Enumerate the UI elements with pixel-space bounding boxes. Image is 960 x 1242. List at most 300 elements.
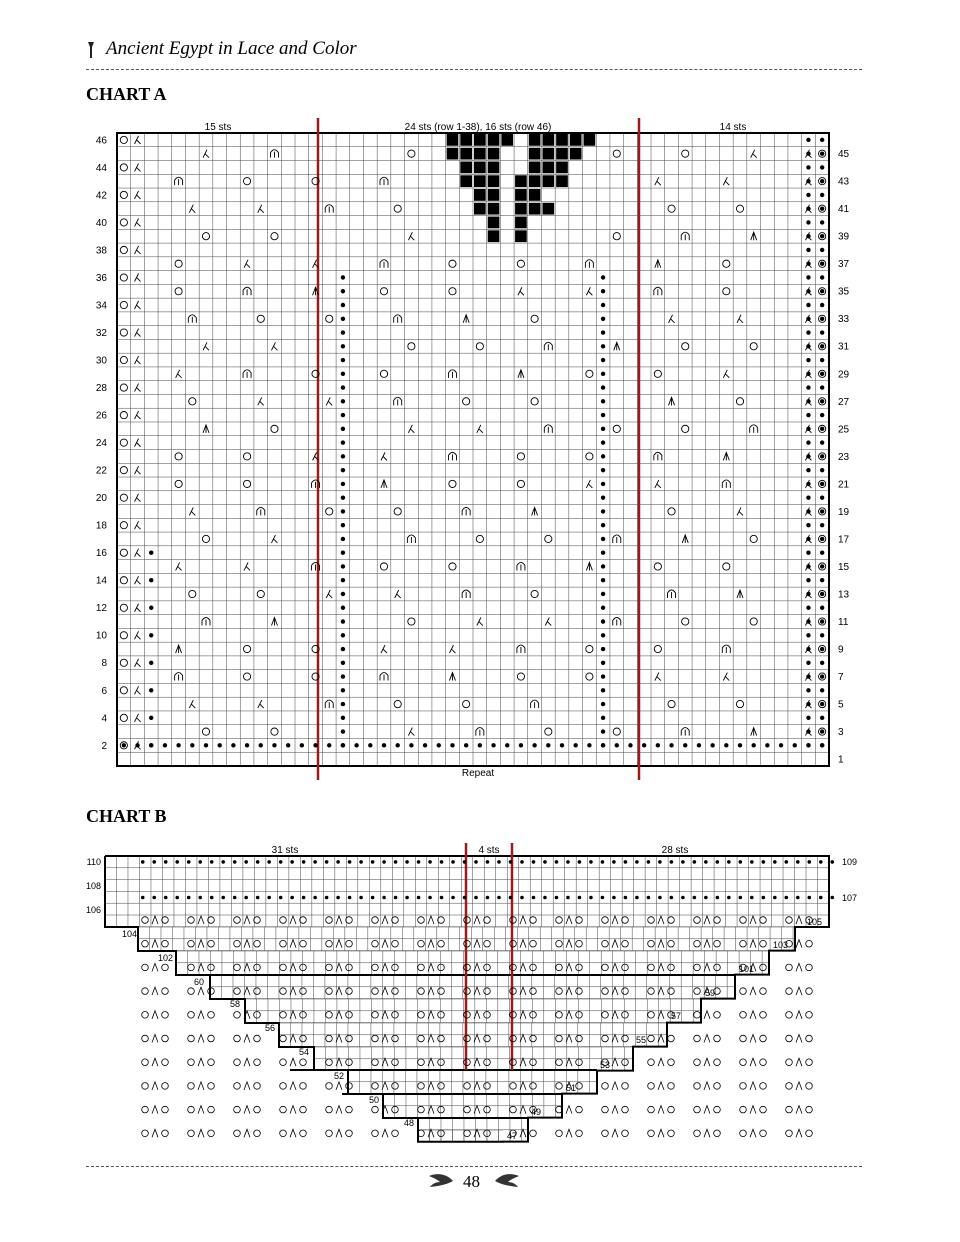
purl-dot-symbol [341, 358, 345, 362]
double-decrease-symbol [612, 1106, 618, 1114]
yarn-over-symbol [622, 1083, 629, 1090]
purl-dot-symbol [773, 860, 777, 864]
row-number: 41 [838, 204, 850, 216]
double-decrease-symbol [751, 232, 757, 240]
decrease-symbol [135, 301, 141, 309]
purl-dot-symbol [601, 344, 605, 348]
yarn-over-symbol [484, 964, 491, 971]
purl-dot-symbol [806, 523, 810, 527]
row-number: 8 [101, 658, 107, 670]
purl-dot-symbol [751, 743, 755, 747]
double-decrease-symbol [290, 1129, 296, 1137]
increase-symbol [325, 700, 333, 708]
yarn-over-symbol [142, 988, 149, 995]
yarn-over-symbol [654, 645, 661, 652]
purl-dot-symbol [601, 468, 605, 472]
purl-dot-symbol [779, 743, 783, 747]
decrease-symbol [258, 700, 264, 708]
yarn-over-symbol [142, 1083, 149, 1090]
yarn-over-symbol [280, 1059, 287, 1066]
yarn-over-symbol [380, 288, 387, 295]
yarn-over-symbol [380, 563, 387, 570]
yarn-over-symbol [476, 343, 483, 350]
double-decrease-symbol [336, 916, 342, 924]
decrease-symbol [477, 425, 483, 433]
purl-dot-symbol [302, 860, 306, 864]
yarn-over-symbol [806, 988, 813, 995]
yarn-over-symbol [556, 1083, 563, 1090]
yarn-over-symbol [120, 274, 127, 281]
yarn-over-symbol [254, 917, 261, 924]
purl-dot-symbol [820, 509, 824, 513]
purl-dot-symbol [259, 743, 263, 747]
yarn-over-symbol [243, 178, 250, 185]
double-decrease-symbol [750, 1058, 756, 1066]
double-decrease-symbol [203, 425, 209, 433]
decrease-symbol [135, 494, 141, 502]
increase-symbol [585, 260, 593, 268]
purl-dot-symbol [290, 860, 294, 864]
filled-square-symbol [570, 134, 582, 146]
purl-dot-symbol [820, 468, 824, 472]
yarn-over-symbol [254, 964, 261, 971]
purl-dot-symbol [555, 896, 559, 900]
decrease-symbol [271, 342, 277, 350]
yarn-over-symbol [438, 917, 445, 924]
yarn-over-symbol [142, 1130, 149, 1137]
row-number: 16 [95, 548, 107, 560]
yarn-over-symbol [234, 1059, 241, 1066]
yarn-over-symbol [346, 1106, 353, 1113]
yarn-over-symbol [243, 645, 250, 652]
yarn-over-symbol [326, 940, 333, 947]
row-number: 28 [95, 383, 107, 395]
purl-dot-symbol [221, 860, 225, 864]
yarn-over-symbol [392, 964, 399, 971]
row-number: 32 [95, 327, 107, 339]
yarn-over-symbol [510, 1106, 517, 1113]
yarn-over-symbol [280, 1035, 287, 1042]
yarn-over-symbol [254, 1059, 261, 1066]
row-number: 36 [95, 272, 107, 284]
increase-symbol [243, 370, 251, 378]
purl-dot-symbol [693, 896, 697, 900]
decrease-symbol [244, 260, 250, 268]
purl-dot-symbol [820, 606, 824, 610]
yarn-over-symbol [517, 453, 524, 460]
yarn-over-symbol [438, 1059, 445, 1066]
row-number: 26 [95, 410, 107, 422]
decrease-symbol [737, 315, 743, 323]
purl-dot-symbol [382, 860, 386, 864]
decrease-symbol [135, 218, 141, 226]
double-decrease-symbol [336, 1129, 342, 1137]
yarn-over-symbol [602, 988, 609, 995]
purl-dot-symbol [601, 427, 605, 431]
purl-dot-symbol [806, 578, 810, 582]
double-decrease-symbol [428, 916, 434, 924]
yarn-over-symbol [714, 1059, 721, 1066]
wing-right-icon [494, 1172, 520, 1190]
increase-symbol [270, 150, 278, 158]
decrease-symbol [135, 549, 141, 557]
yarn-over-symbol [714, 1035, 721, 1042]
yarn-over-symbol [530, 917, 537, 924]
double-decrease-symbol [658, 916, 664, 924]
decrease-symbol [176, 562, 182, 570]
row-number: 40 [95, 217, 107, 229]
purl-dot-symbol [341, 619, 345, 623]
yarn-over-symbol [510, 1083, 517, 1090]
purl-dot-symbol [601, 495, 605, 499]
purl-dot-symbol [806, 248, 810, 252]
double-decrease-symbol [198, 1058, 204, 1066]
yarn-over-symbol [326, 917, 333, 924]
yarn-over-symbol [668, 1035, 675, 1042]
increase-symbol [654, 287, 662, 295]
double-decrease-symbol [152, 1082, 158, 1090]
yarn-over-symbol [280, 940, 287, 947]
yarn-over-symbol [346, 1035, 353, 1042]
purl-dot-symbol [793, 743, 797, 747]
yarn-over-symbol [418, 940, 425, 947]
increase-symbol [722, 645, 730, 653]
increase-symbol [476, 728, 484, 736]
double-decrease-symbol [198, 987, 204, 995]
yarn-over-symbol [142, 964, 149, 971]
yarn-over-symbol [346, 1059, 353, 1066]
yarn-over-symbol [740, 1130, 747, 1137]
purl-dot-symbol [601, 537, 605, 541]
double-decrease-symbol [198, 1106, 204, 1114]
yarn-over-symbol [208, 964, 215, 971]
increase-symbol [380, 673, 388, 681]
double-decrease-symbol [198, 940, 204, 948]
purl-dot-symbol [341, 344, 345, 348]
purl-dot-symbol [341, 688, 345, 692]
row-number: 39 [838, 231, 850, 243]
purl-dot-symbol [820, 454, 824, 458]
purl-dot-symbol [601, 372, 605, 376]
double-decrease-symbol [428, 940, 434, 948]
chart-a-grid [117, 133, 829, 766]
yarn-over-symbol [530, 1130, 537, 1137]
increase-symbol [462, 590, 470, 598]
purl-dot-symbol [300, 743, 304, 747]
yarn-over-symbol [530, 1059, 537, 1066]
double-decrease-symbol [612, 916, 618, 924]
purl-dot-symbol [589, 860, 593, 864]
yarn-over-symbol [786, 1059, 793, 1066]
purl-dot-symbol [820, 427, 824, 431]
purl-dot-symbol [221, 896, 225, 900]
double-decrease-symbol [474, 916, 480, 924]
purl-dot-symbol [796, 896, 800, 900]
yarn-over-symbol [648, 1012, 655, 1019]
row-number: 12 [95, 603, 107, 615]
yarn-over-symbol [418, 988, 425, 995]
yarn-over-symbol [449, 288, 456, 295]
yarn-over-symbol [648, 988, 655, 995]
purl-dot-symbol [341, 509, 345, 513]
purl-dot-symbol [820, 193, 824, 197]
double-decrease-symbol [750, 940, 756, 948]
double-decrease-symbol [704, 1058, 710, 1066]
decrease-symbol [655, 177, 661, 185]
double-decrease-symbol [198, 916, 204, 924]
double-decrease-symbol [566, 940, 572, 948]
purl-dot-symbol [149, 688, 153, 692]
chart-a-title: CHART A [86, 84, 167, 104]
purl-dot-symbol [187, 860, 191, 864]
yarn-over-symbol [372, 1106, 379, 1113]
yarn-over-symbol [188, 1106, 195, 1113]
row-number: 13 [838, 589, 850, 601]
yarn-over-symbol [162, 940, 169, 947]
yarn-over-symbol [517, 480, 524, 487]
filled-square-symbol [570, 148, 582, 160]
yarn-over-symbol [300, 917, 307, 924]
purl-dot-symbol [820, 440, 824, 444]
filled-square-symbol [529, 162, 541, 174]
filled-square-symbol [542, 175, 554, 187]
increase-symbol [613, 535, 621, 543]
yarn-over-symbol [326, 988, 333, 995]
double-decrease-symbol [566, 916, 572, 924]
yarn-over-symbol [576, 1012, 583, 1019]
purl-dot-symbol [341, 289, 345, 293]
yarn-over-symbol [120, 549, 127, 556]
yarn-over-symbol [576, 917, 583, 924]
row-number: 3 [838, 727, 844, 739]
purl-dot-symbol [820, 372, 824, 376]
yarn-over-symbol [208, 917, 215, 924]
yarn-over-symbol [586, 673, 593, 680]
yarn-over-symbol [372, 964, 379, 971]
yarn-over-symbol [300, 988, 307, 995]
purl-dot-symbol [820, 647, 824, 651]
section-label-24sts: 24 sts (row 1-38), 16 sts (row 46) [404, 122, 552, 133]
double-decrease-symbol [750, 1035, 756, 1043]
purl-dot-symbol [341, 495, 345, 499]
purl-dot-symbol [417, 860, 421, 864]
yarn-over-symbol [556, 1012, 563, 1019]
yarn-over-symbol [380, 370, 387, 377]
purl-dot-symbol [348, 896, 352, 900]
yarn-over-symbol [271, 233, 278, 240]
yarn-over-symbol [786, 1012, 793, 1019]
filled-square-symbol [542, 148, 554, 160]
yarn-over-symbol [208, 1012, 215, 1019]
purl-dot-symbol [601, 413, 605, 417]
row-number: 33 [838, 314, 850, 326]
row-number: 34 [95, 300, 107, 312]
yarn-over-symbol [372, 917, 379, 924]
decrease-symbol [408, 425, 414, 433]
purl-dot-symbol [693, 860, 697, 864]
double-decrease-symbol [796, 963, 802, 971]
double-decrease-symbol [244, 987, 250, 995]
purl-dot-symbol [341, 413, 345, 417]
decrease-symbol [326, 397, 332, 405]
row-number: 106 [85, 905, 101, 915]
double-decrease-symbol [463, 315, 469, 323]
yarn-over-symbol [189, 590, 196, 597]
yarn-over-symbol [602, 1083, 609, 1090]
yarn-over-symbol [586, 645, 593, 652]
purl-dot-symbol [820, 303, 824, 307]
yarn-over-symbol [326, 508, 333, 515]
double-decrease-symbol [682, 535, 688, 543]
decrease-symbol [135, 631, 141, 639]
yarn-over-symbol [300, 940, 307, 947]
double-decrease-symbol [152, 963, 158, 971]
purl-dot-symbol [806, 138, 810, 142]
purl-dot-symbol [313, 743, 317, 747]
filled-square-symbol [542, 134, 554, 146]
row-number: 51 [566, 1083, 577, 1093]
yarn-over-symbol [545, 728, 552, 735]
yarn-over-symbol [668, 964, 675, 971]
double-decrease-symbol [198, 1082, 204, 1090]
yarn-over-symbol [760, 940, 767, 947]
decrease-symbol [586, 287, 592, 295]
double-decrease-symbol [750, 1011, 756, 1019]
yarn-over-symbol [243, 673, 250, 680]
increase-symbol [380, 260, 388, 268]
decrease-symbol [135, 714, 141, 722]
purl-dot-symbol [806, 606, 810, 610]
yarn-over-symbol [622, 1130, 629, 1137]
purl-dot-symbol [820, 151, 824, 155]
row-number: 103 [773, 940, 789, 950]
double-decrease-symbol [796, 1082, 802, 1090]
row-number: 29 [838, 369, 850, 381]
double-decrease-symbol [474, 940, 480, 948]
purl-dot-symbol [341, 372, 345, 376]
increase-symbol [325, 205, 333, 213]
yarn-over-symbol [300, 1130, 307, 1137]
yarn-over-symbol [234, 1106, 241, 1113]
double-decrease-symbol [750, 1106, 756, 1114]
purl-dot-symbol [149, 633, 153, 637]
purl-dot-symbol [820, 729, 824, 733]
purl-dot-symbol [806, 193, 810, 197]
double-decrease-symbol [474, 1082, 480, 1090]
purl-dot-symbol [762, 860, 766, 864]
purl-dot-symbol [820, 138, 824, 142]
increase-symbol [188, 315, 196, 323]
yarn-over-symbol [806, 1083, 813, 1090]
yarn-over-symbol [254, 1130, 261, 1137]
increase-symbol [654, 452, 662, 460]
purl-dot-symbol [341, 661, 345, 665]
purl-dot-symbol [820, 262, 824, 266]
yarn-over-symbol [326, 1035, 333, 1042]
yarn-over-symbol [300, 964, 307, 971]
row-number: 23 [838, 451, 850, 463]
yarn-over-symbol [438, 988, 445, 995]
yarn-over-symbol [576, 1059, 583, 1066]
purl-dot-symbol [233, 896, 237, 900]
double-decrease-symbol [704, 1035, 710, 1043]
yarn-over-symbol [668, 1083, 675, 1090]
double-decrease-symbol [751, 728, 757, 736]
double-decrease-symbol [428, 1035, 434, 1043]
purl-dot-symbol [555, 860, 559, 864]
decrease-symbol [326, 590, 332, 598]
yarn-over-symbol [602, 1012, 609, 1019]
row-number: 15 [838, 561, 850, 573]
double-decrease-symbol [428, 1129, 434, 1137]
yarn-over-symbol [682, 343, 689, 350]
yarn-over-symbol [175, 260, 182, 267]
double-decrease-symbol [382, 1082, 388, 1090]
yarn-over-symbol [786, 1130, 793, 1137]
yarn-over-symbol [254, 988, 261, 995]
purl-dot-symbol [198, 860, 202, 864]
yarn-over-symbol [175, 453, 182, 460]
decrease-symbol [135, 273, 141, 281]
purl-dot-symbol [615, 743, 619, 747]
yarn-over-symbol [602, 917, 609, 924]
purl-dot-symbol [141, 896, 145, 900]
yarn-over-symbol [142, 940, 149, 947]
row-number: 44 [95, 162, 107, 174]
yarn-over-symbol [300, 1012, 307, 1019]
purl-dot-symbol [796, 860, 800, 864]
decrease-symbol [135, 136, 141, 144]
yarn-over-symbol [120, 577, 127, 584]
yarn-over-symbol [208, 1059, 215, 1066]
yarn-over-symbol [484, 1083, 491, 1090]
yarn-over-symbol [392, 1130, 399, 1137]
yarn-over-symbol [602, 940, 609, 947]
yarn-over-symbol [760, 1059, 767, 1066]
row-number: 104 [121, 929, 137, 939]
row-number: 35 [838, 286, 850, 298]
yarn-over-symbol [188, 1059, 195, 1066]
purl-dot-symbol [601, 702, 605, 706]
purl-dot-symbol [532, 896, 536, 900]
purl-dot-symbol [806, 716, 810, 720]
yarn-over-symbol [120, 356, 127, 363]
double-decrease-symbol [244, 1129, 250, 1137]
decrease-symbol [135, 356, 141, 364]
purl-dot-symbol [820, 358, 824, 362]
row-number: 109 [842, 857, 858, 867]
purl-dot-symbol [820, 234, 824, 238]
yarn-over-symbol [463, 398, 470, 405]
yarn-over-symbol [740, 940, 747, 947]
purl-dot-symbol [820, 413, 824, 417]
purl-dot-symbol [830, 896, 834, 900]
yarn-over-symbol [786, 917, 793, 924]
increase-symbol [175, 177, 183, 185]
yarn-over-symbol [418, 1035, 425, 1042]
yarn-over-symbol [243, 453, 250, 460]
filled-square-symbol [447, 134, 459, 146]
purl-dot-symbol [474, 896, 478, 900]
purl-dot-symbol [341, 702, 345, 706]
double-decrease-symbol [244, 940, 250, 948]
purl-dot-symbol [371, 860, 375, 864]
yarn-over-symbol [254, 1035, 261, 1042]
purl-dot-symbol [601, 647, 605, 651]
double-decrease-symbol [382, 940, 388, 948]
yarn-over-symbol [602, 964, 609, 971]
purl-dot-symbol [341, 729, 345, 733]
